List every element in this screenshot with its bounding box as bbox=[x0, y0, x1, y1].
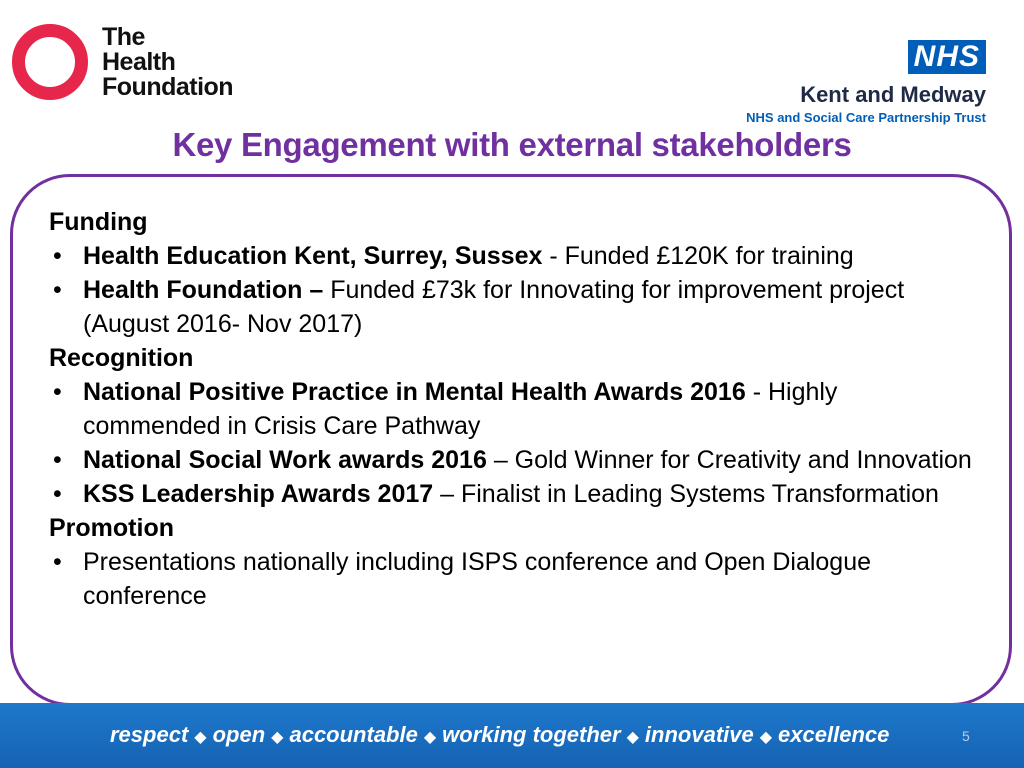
item-text: Presentations nationally including ISPS conference and Open Dialogue conference bbox=[83, 548, 872, 610]
diamond-icon: ◆ bbox=[423, 729, 437, 746]
value-word: innovative bbox=[644, 722, 754, 747]
list-item bbox=[49, 477, 973, 511]
content-box bbox=[10, 174, 1012, 706]
bullet-icon: • bbox=[53, 378, 62, 406]
hf-logo-line: Foundation bbox=[102, 72, 234, 101]
slide-title: Key Engagement with external stakeholders bbox=[172, 126, 852, 163]
page-number: 5 bbox=[962, 728, 970, 744]
value-word: working together bbox=[442, 722, 621, 747]
promotion-list bbox=[49, 545, 973, 613]
item-bold: National Social Work awards 2016 bbox=[83, 446, 487, 474]
diamond-icon: ◆ bbox=[759, 729, 773, 746]
hf-logo-text bbox=[102, 22, 234, 101]
bullet-icon: • bbox=[53, 548, 62, 576]
hf-ring-icon bbox=[12, 24, 88, 100]
nhs-badge: NHS bbox=[908, 40, 986, 74]
nhs-logo bbox=[746, 40, 986, 125]
list-item bbox=[49, 443, 973, 477]
value-word: open bbox=[212, 722, 266, 747]
item-text: Funded £73k for Innovating for improvement project (August 2016- Nov 2017) bbox=[83, 276, 905, 338]
item-text: - Funded £120K for training bbox=[542, 242, 854, 270]
item-text: – Gold Winner for Creativity and Innovation bbox=[486, 446, 972, 474]
item-text: – Finalist in Leading Systems Transformation bbox=[433, 480, 939, 508]
bullet-icon: • bbox=[53, 276, 62, 304]
item-bold: Health Education Kent, Surrey, Sussex bbox=[83, 242, 543, 270]
diamond-icon: ◆ bbox=[271, 729, 284, 746]
value-word: accountable bbox=[289, 722, 418, 747]
diamond-icon: ◆ bbox=[194, 729, 207, 746]
item-text: - Highly commended in Crisis Care Pathway bbox=[83, 378, 838, 440]
item-bold: Health Foundation – bbox=[83, 276, 331, 304]
footer-bar bbox=[0, 703, 1024, 768]
bullet-icon: • bbox=[53, 446, 62, 474]
recognition-list bbox=[49, 375, 973, 511]
diamond-icon: ◆ bbox=[626, 729, 639, 746]
nhs-org-subtitle: NHS and Social Care Partnership Trust bbox=[746, 110, 986, 125]
item-bold: KSS Leadership Awards 2017 bbox=[83, 480, 434, 508]
nhs-org-name: Kent and Medway bbox=[800, 82, 986, 107]
value-word: excellence bbox=[778, 722, 890, 747]
item-bold: National Positive Practice in Mental Health Awards 2016 bbox=[83, 378, 746, 406]
hf-logo-line: The bbox=[102, 22, 145, 51]
list-item bbox=[49, 273, 973, 341]
health-foundation-logo bbox=[12, 24, 233, 100]
bullet-icon: • bbox=[53, 480, 62, 508]
section-heading-promotion: Promotion bbox=[49, 514, 174, 542]
value-word: respect bbox=[110, 722, 189, 747]
hf-logo-line: Health bbox=[102, 47, 176, 76]
funding-list bbox=[49, 239, 973, 341]
list-item bbox=[49, 239, 973, 273]
section-heading-recognition: Recognition bbox=[49, 344, 194, 372]
section-heading-funding: Funding bbox=[49, 208, 148, 236]
values-strip bbox=[110, 722, 889, 748]
list-item bbox=[49, 545, 973, 613]
list-item bbox=[49, 375, 973, 443]
bullet-icon: • bbox=[53, 242, 62, 270]
